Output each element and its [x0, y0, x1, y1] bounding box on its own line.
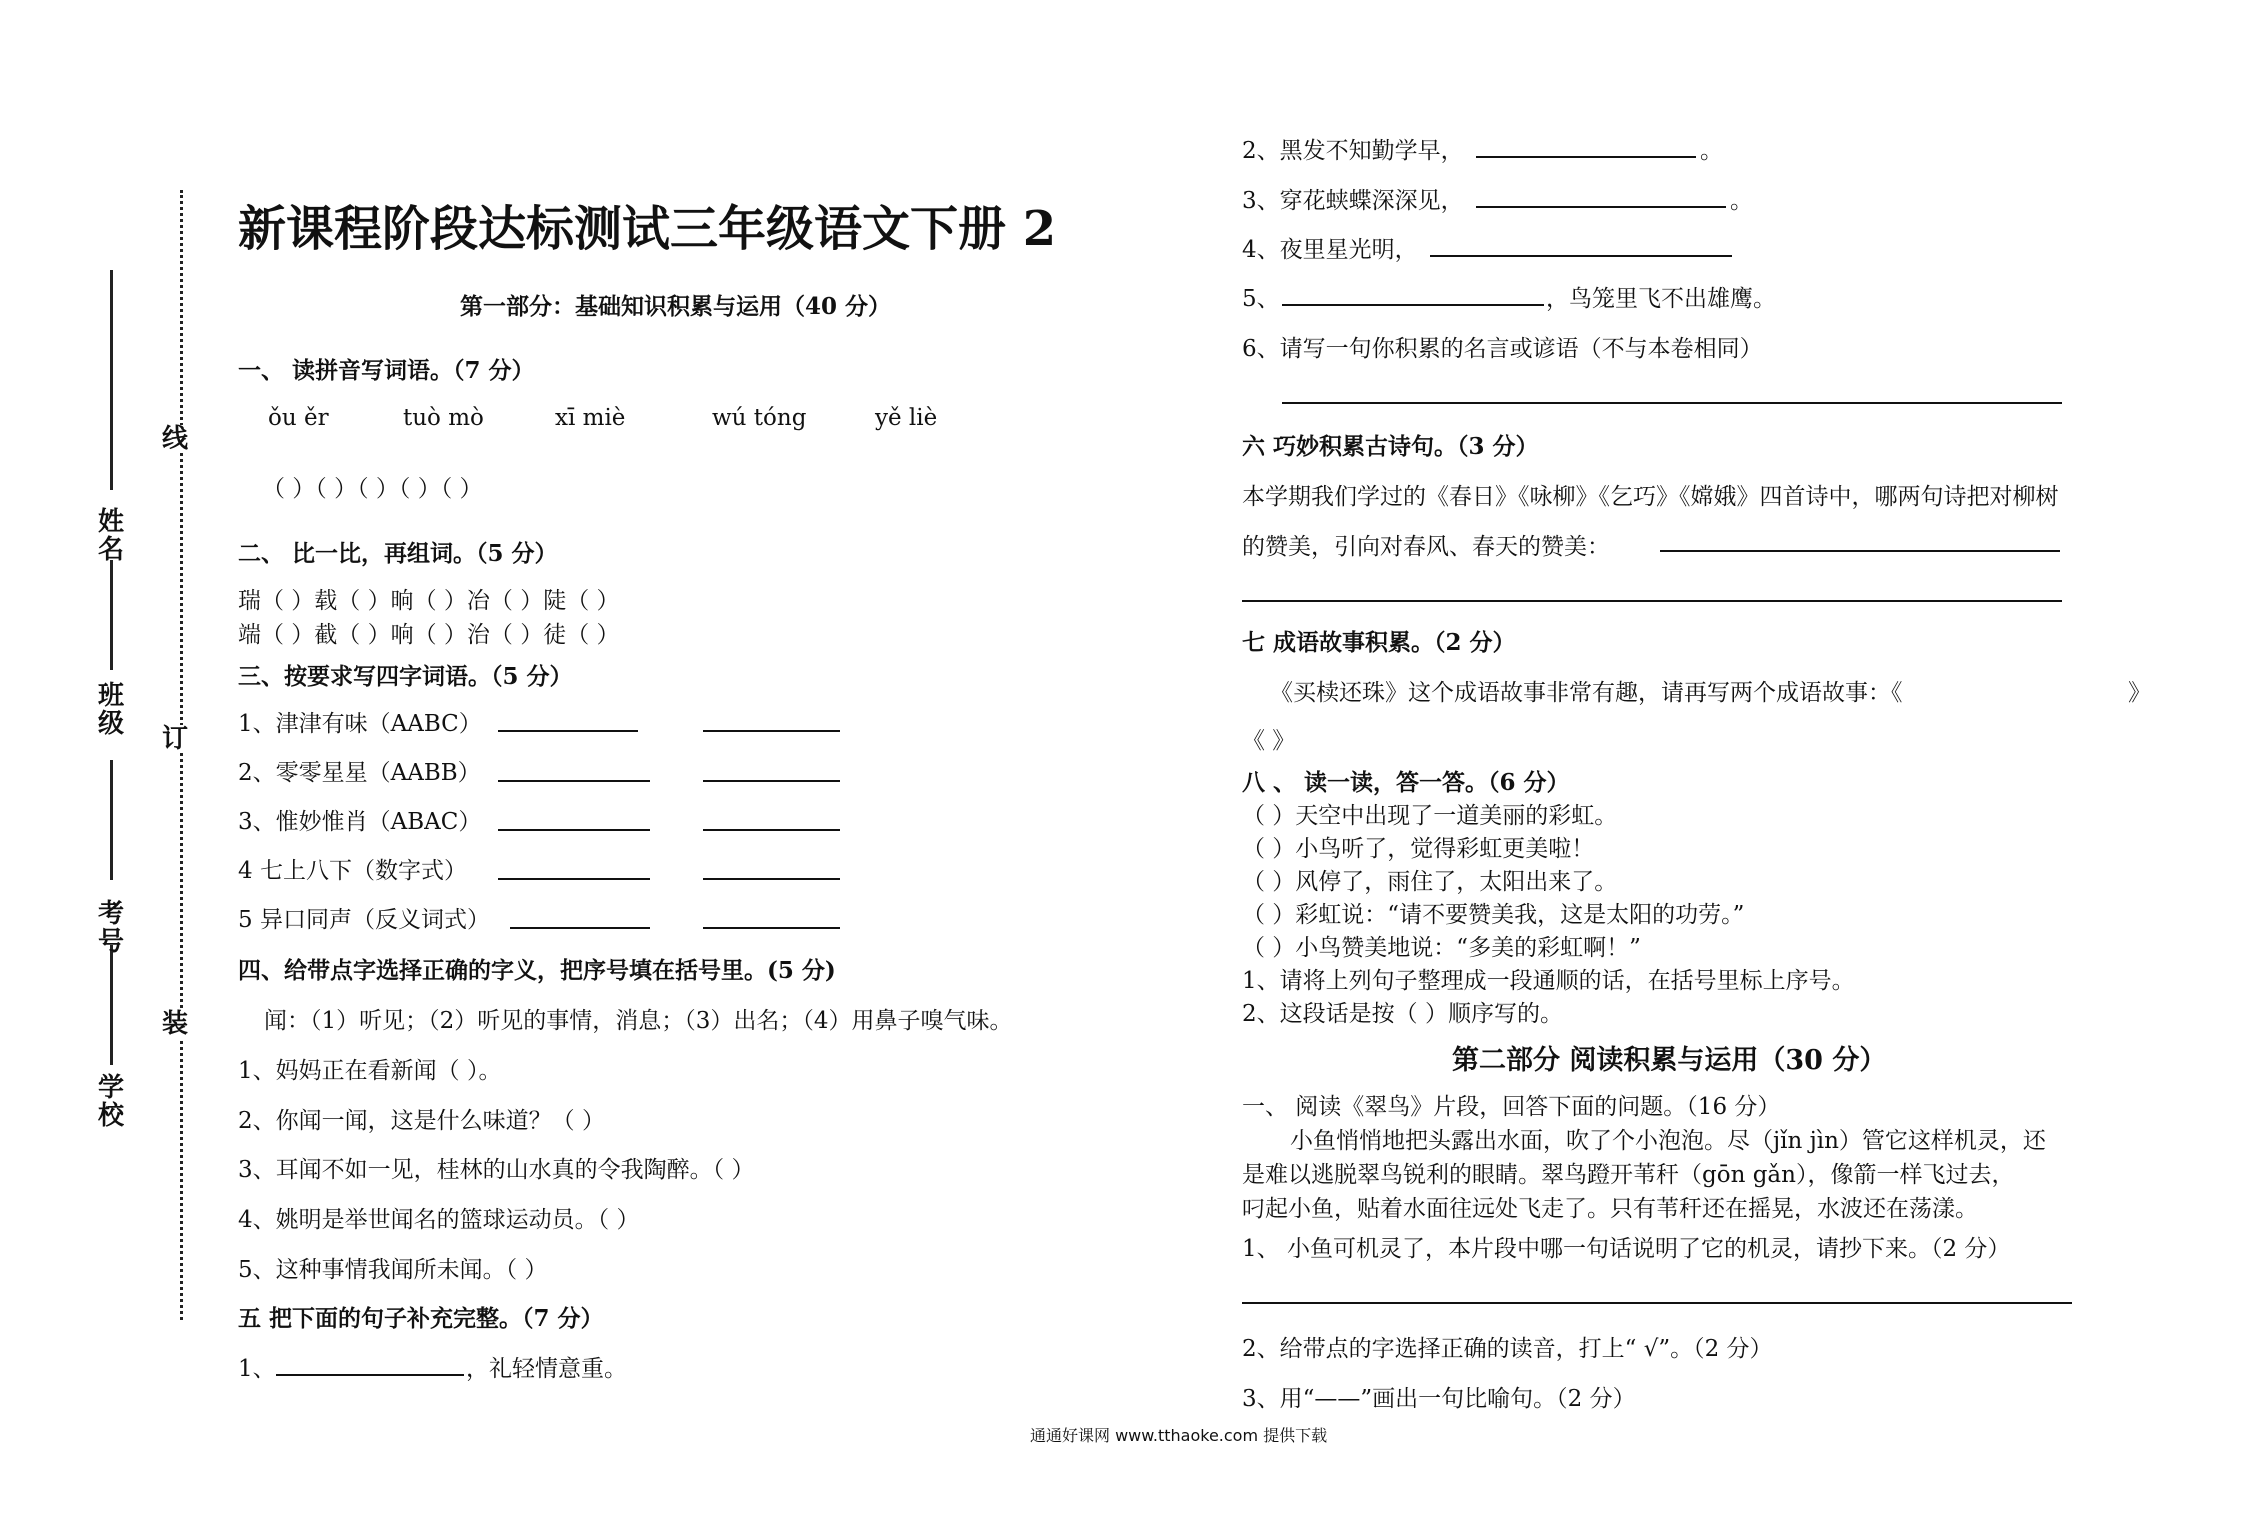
- footer-credit: 通通好课网 www.tthaoke.com 提供下载: [1030, 1426, 1328, 1445]
- compare-row-2[interactable]: 端（ ）截（ ）响（ ）治（ ）徒（ ）: [238, 622, 620, 648]
- s5-blank-4[interactable]: [1430, 255, 1732, 257]
- passage-line-2: 是难以逃脱翠鸟锐利的眼睛。翠鸟蹬开苇秆（gōn gǎn），像箭一样飞过去，: [1242, 1162, 2015, 1188]
- zhuang-mark: 装: [161, 1009, 188, 1039]
- s3-blank-2b[interactable]: [703, 780, 840, 782]
- s3-blank-4b[interactable]: [703, 878, 840, 880]
- s7-heading: 七 成语故事积累。（2 分）: [1242, 629, 1516, 656]
- reading-q1-blank[interactable]: [1242, 1302, 2072, 1304]
- s5-item-3-period: 。: [1730, 188, 1753, 214]
- s5-blank-1[interactable]: [276, 1374, 464, 1376]
- pinyin-3: xī miè: [555, 405, 626, 431]
- s7-line-1[interactable]: 《买椟还珠》这个成语故事非常有趣，请再写两个成语故事：《: [1270, 680, 1903, 706]
- number-label: 考号: [97, 899, 124, 957]
- ding-mark: 订: [161, 724, 188, 754]
- s3-item-2: 2、零零星星（AABB）: [238, 760, 481, 786]
- reading-q1: 1、 小鱼可机灵了，本片段中哪一句话说明了它的机灵，请抄下来。（2 分）: [1242, 1236, 2011, 1262]
- pinyin-4: wú tóng: [712, 405, 807, 431]
- passage-line-1: 小鱼悄悄地把头露出水面，吹了个小泡泡。尽（jǐn jìn）管它这样机灵，还: [1290, 1128, 2046, 1154]
- s3-blank-4a[interactable]: [498, 878, 650, 880]
- s8-question-2[interactable]: 2、这段话是按（ ）顺序写的。: [1242, 1001, 1563, 1027]
- s5-item-6: 6、请写一句你积累的名言或谚语（不与本卷相同）: [1242, 336, 1763, 362]
- s3-item-4: 4 七上八下（数字式）: [238, 858, 467, 884]
- s5-item-5-prefix: 5、: [1242, 286, 1280, 312]
- s5-item-5: ，鸟笼里飞不出雄鹰。: [1546, 286, 1776, 312]
- s3-item-5: 5 异口同声（反义词式）: [238, 907, 490, 933]
- s4-heading: 四、给带点字选择正确的字义，把序号填在括号里。(5 分): [238, 957, 836, 984]
- s5-blank-6[interactable]: [1282, 402, 2062, 404]
- s8-sentence-1[interactable]: （ ）天空中出现了一道美丽的彩虹。: [1242, 803, 1618, 829]
- s8-sentence-4[interactable]: （ ）彩虹说：“请不要赞美我，这是太阳的功劳。”: [1242, 902, 1745, 928]
- xian-mark: 线: [161, 424, 188, 454]
- reading-q2: 2、给带点的字选择正确的读音，打上“ √”。（2 分）: [1242, 1336, 1773, 1362]
- name-label: 姓名: [97, 507, 124, 565]
- s3-item-1: 1、津津有味（AABC）: [238, 711, 482, 737]
- s4-item-3[interactable]: 3、耳闻不如一见，桂林的山水真的令我陶醉。（ ）: [238, 1157, 755, 1183]
- s5-heading: 五 把下面的句子补充完整。（7 分）: [238, 1305, 604, 1332]
- s3-blank-5a[interactable]: [510, 927, 650, 929]
- s6-blank-2[interactable]: [1242, 600, 2062, 602]
- s4-definitions: 闻：（1）听见；（2）听见的事情，消息；（3）出名；（4）用鼻子嗅气味。: [264, 1008, 1013, 1034]
- s5-blank-3[interactable]: [1476, 206, 1726, 208]
- s4-item-5[interactable]: 5、这种事情我闻所未闻。（ ）: [238, 1257, 548, 1283]
- pinyin-1: ǒu ěr: [268, 405, 329, 431]
- s3-heading: 三、按要求写四字词语。（5 分）: [238, 663, 573, 690]
- school-blank[interactable]: [110, 945, 113, 1065]
- passage-line-3: 叼起小鱼，贴着水面往远处飞走了。只有苇秆还在摇晃，水波还在荡漾。: [1242, 1196, 1978, 1222]
- s8-sentence-3[interactable]: （ ）风停了，雨住了，太阳出来了。: [1242, 869, 1618, 895]
- class-blank[interactable]: [110, 560, 113, 670]
- binding-dotted-line: [180, 190, 183, 1320]
- s5-blank-5[interactable]: [1282, 304, 1544, 306]
- s4-item-1[interactable]: 1、妈妈正在看新闻（ ）。: [238, 1058, 502, 1084]
- s6-blank-1[interactable]: [1660, 550, 2060, 552]
- part2-heading: 第二部分 阅读积累与运用（30 分）: [1452, 1045, 1887, 1076]
- s5-item-1: ，礼轻情意重。: [466, 1356, 627, 1382]
- s6-line-1: 本学期我们学过的《春日》《咏柳》《乞巧》《嫦娥》四首诗中，哪两句诗把对柳树: [1242, 484, 2059, 510]
- s6-line-2: 的赞美，引向对春风、春天的赞美：: [1242, 534, 1610, 560]
- pinyin-2: tuò mò: [403, 405, 484, 431]
- s8-question-1: 1、请将上列句子整理成一段通顺的话，在括号里标上序号。: [1242, 968, 1855, 994]
- s6-heading: 六 巧妙积累古诗句。（3 分）: [1242, 433, 1539, 460]
- s3-blank-2a[interactable]: [498, 780, 650, 782]
- s8-sentence-5[interactable]: （ ）小鸟赞美地说：“多美的彩虹啊！”: [1242, 935, 1641, 961]
- s1-heading: 一、 读拼音写词语。（7 分）: [238, 357, 535, 384]
- s3-item-3: 3、惟妙惟肖（ABAC）: [238, 809, 482, 835]
- compare-row-1[interactable]: 瑞（ ）载（ ）晌（ ）冶（ ）陡（ ）: [238, 588, 620, 614]
- part1-heading: 第一部分：基础知识积累与运用（40 分）: [460, 293, 892, 320]
- s5-item-3: 3、穿花蛱蝶深深见，: [1242, 188, 1464, 214]
- s5-item-4: 4、夜里星光明，: [1242, 237, 1418, 263]
- pinyin-answer-brackets[interactable]: （ ）（ ）（ ）（ ）（ ）: [262, 476, 483, 502]
- s3-blank-3b[interactable]: [703, 829, 840, 831]
- s3-blank-5b[interactable]: [703, 927, 840, 929]
- s3-blank-1b[interactable]: [703, 730, 840, 732]
- s5-blank-2[interactable]: [1476, 156, 1696, 158]
- number-blank[interactable]: [110, 760, 113, 880]
- reading-q3: 3、用“——”画出一句比喻句。（2 分）: [1242, 1386, 1636, 1412]
- s4-item-2[interactable]: 2、你闻一闻，这是什么味道？（ ）: [238, 1108, 605, 1134]
- reading-instruction: 一、 阅读《翠鸟》片段，回答下面的问题。（16 分）: [1242, 1094, 1781, 1120]
- s8-heading: 八 、 读一读，答一答。（6 分）: [1242, 769, 1570, 796]
- name-blank[interactable]: [110, 270, 113, 490]
- class-label: 班级: [97, 681, 124, 739]
- pinyin-5: yě liè: [875, 405, 938, 431]
- s3-blank-1a[interactable]: [498, 730, 638, 732]
- s5-item-2: 2、黑发不知勤学早，: [1242, 138, 1464, 164]
- page-title: 新课程阶段达标测试三年级语文下册 2: [238, 201, 1057, 257]
- s4-item-4[interactable]: 4、姚明是举世闻名的篮球运动员。（ ）: [238, 1207, 640, 1233]
- s2-heading: 二、 比一比，再组词。（5 分）: [238, 540, 558, 567]
- s7-line-1-close: 》: [2128, 680, 2151, 706]
- s7-line-2[interactable]: 《 》: [1242, 728, 1296, 754]
- s5-item-2-period: 。: [1700, 138, 1723, 164]
- s8-sentence-2[interactable]: （ ）小鸟听了，觉得彩虹更美啦！: [1242, 836, 1595, 862]
- s5-item-1-prefix: 1、: [238, 1356, 276, 1382]
- s3-blank-3a[interactable]: [498, 829, 650, 831]
- school-label: 学校: [97, 1073, 124, 1131]
